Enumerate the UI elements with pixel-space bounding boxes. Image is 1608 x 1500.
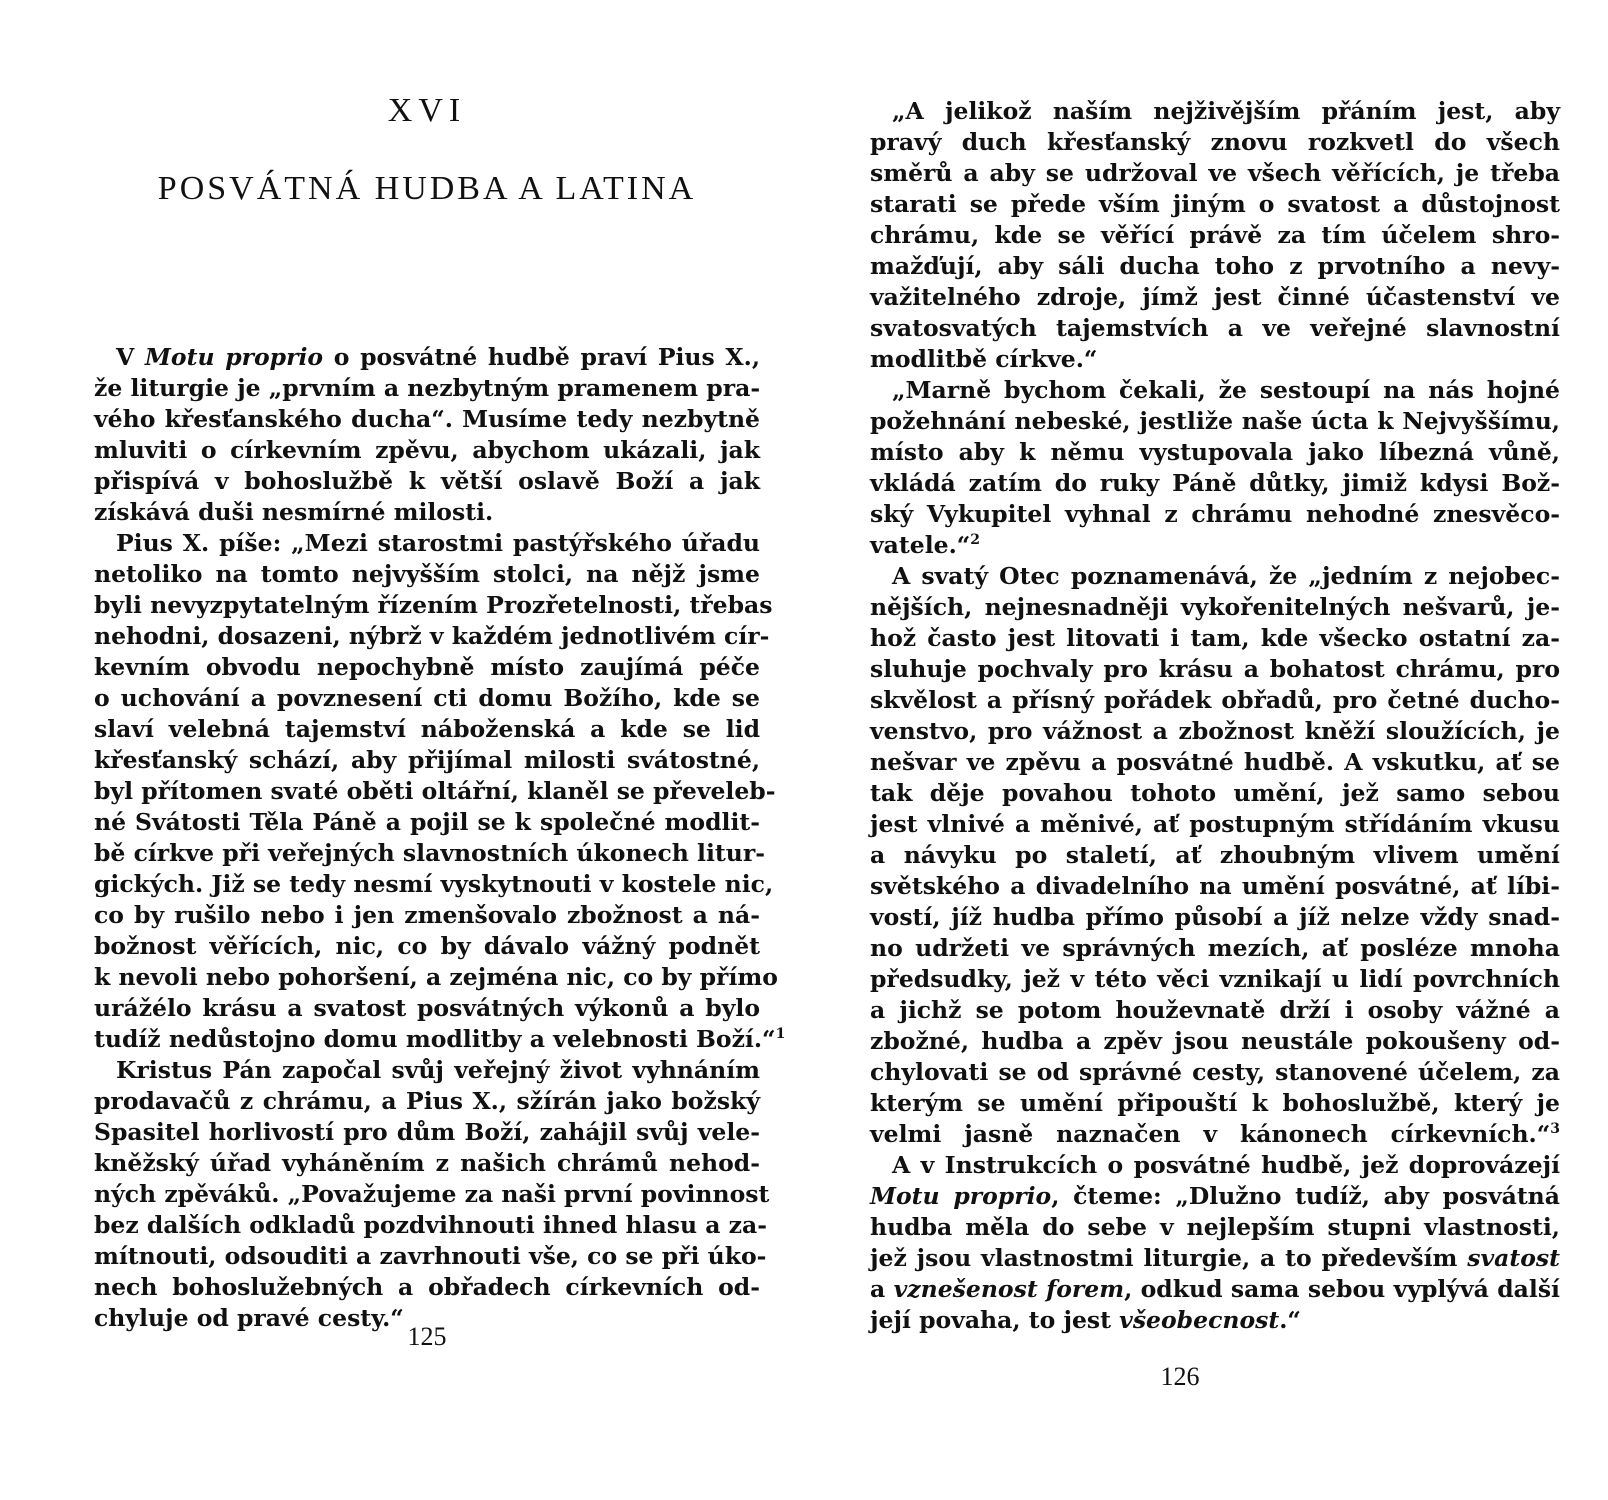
- italic-text-segment: Motu proprio: [870, 1182, 1052, 1210]
- text-line: [94, 714, 760, 745]
- text-line: [870, 778, 1560, 809]
- text-segment: A svatý Otec poznamenává, že „jedním z nejobec-: [892, 562, 1560, 590]
- text-line: [870, 251, 1560, 282]
- text-segment: k nevoli nebo pohoršení, a zejména nic, co by přímo: [94, 963, 778, 991]
- text-segment: a návyku po staletí, ať zhoubným vlivem umění: [870, 841, 1560, 869]
- text-segment: bez dalších odkladů pozdvihnouti ihned hlasu a za-: [94, 1211, 767, 1239]
- footnote-marker: 2: [970, 532, 981, 549]
- text-segment: tak děje povahou tohoto umění, jež samo sebou: [870, 779, 1560, 807]
- text-segment: světského a divadelního na umění posvátné, ať líbi-: [870, 872, 1560, 900]
- text-line: [870, 871, 1560, 902]
- text-line: [94, 1148, 760, 1179]
- text-segment: skvělost a přísný pořádek obřadů, pro četné ducho-: [870, 686, 1560, 714]
- chapter-number: XVI: [387, 92, 467, 129]
- italic-text-segment: vznešenost forem: [893, 1275, 1125, 1303]
- page-number-right: 126: [1160, 1362, 1200, 1391]
- text-line: [870, 499, 1560, 530]
- text-segment: o uchování a povznesení cti domu Božího, kde se: [94, 684, 760, 712]
- text-line: [870, 716, 1560, 747]
- text-line: [870, 406, 1560, 437]
- text-segment: nějších, nejnesnadněji vykořenitelných nešvarů, je-: [870, 593, 1560, 621]
- text-line: [870, 1057, 1560, 1088]
- text-segment: mluviti o církevním zpěvu, abychom ukázali, jak: [94, 436, 760, 464]
- text-line: [870, 964, 1560, 995]
- text-segment: bě církve při veřejných slavnostních úkonech litur-: [94, 839, 765, 867]
- text-segment: kterým se umění připouští k bohoslužbě, který je: [870, 1089, 1560, 1117]
- text-line: [870, 840, 1560, 871]
- text-segment: získává duši nesmírné milosti.: [94, 498, 494, 526]
- text-line: [94, 869, 774, 900]
- text-segment: prodavačů z chrámu, a Pius X., sžírán jako božský: [94, 1087, 760, 1115]
- text-segment: velmi jasně naznačen v kánonech církevních.“: [870, 1120, 1551, 1148]
- text-line: [94, 1210, 767, 1241]
- text-line: [870, 933, 1560, 964]
- text-segment: předsudky, jež v této věci vznikají u lidí povrchních: [870, 965, 1560, 993]
- text-line: [870, 902, 1560, 933]
- text-line: [870, 809, 1560, 840]
- text-line: [870, 1150, 1560, 1181]
- text-segment: .“: [1279, 1306, 1301, 1334]
- text-segment: gických. Již se tedy nesmí vyskytnouti v kostele nic,: [94, 870, 774, 898]
- text-segment: božnost věřících, nic, co by dávalo vážný podnět: [94, 932, 760, 960]
- text-line: [94, 621, 770, 652]
- text-segment: , čteme: „Dlužno tudíž, aby posvátná: [1051, 1182, 1560, 1210]
- text-line: [870, 158, 1560, 189]
- text-segment: modlitbě církve.“: [870, 345, 1098, 373]
- text-segment: netoliko na tomto nejvyšším stolci, na nějž jsme: [94, 560, 760, 588]
- text-segment: byl přítomen svaté oběti oltářní, klaněl se převeleb-: [94, 777, 776, 805]
- text-segment: A v Instrukcích o posvátné hudbě, jež doprovázejí: [892, 1151, 1560, 1179]
- text-line: [870, 1088, 1560, 1119]
- text-segment: no udržeti ve správných mezích, ať posléze mnoha: [870, 934, 1560, 962]
- text-segment: pravý duch křesťanský znovu rozkvetl do všech: [870, 128, 1560, 156]
- text-line: [870, 747, 1560, 778]
- text-line: [870, 561, 1560, 592]
- text-segment: křesťanský schází, aby přijímal milosti svátostné,: [94, 746, 760, 774]
- text-segment: urážélo krásu a svatost posvátných výkonů a bylo: [94, 994, 760, 1022]
- left-body-text: [94, 342, 786, 1334]
- text-line: [94, 838, 765, 869]
- text-segment: né Svátosti Těla Páně a pojil se k společné modlit-: [94, 808, 760, 836]
- italic-text-segment: svatost: [1467, 1244, 1560, 1272]
- text-line: [94, 652, 760, 683]
- text-line: [870, 995, 1560, 1026]
- text-line: [870, 592, 1560, 623]
- text-line: [870, 375, 1560, 406]
- text-line: [94, 1179, 770, 1210]
- text-segment: mítnouti, odsouditi a zavrhnouti vše, co se při úko-: [94, 1242, 767, 1270]
- text-line: [94, 962, 778, 993]
- text-line: [870, 685, 1560, 716]
- text-segment: „Marně bychom čekali, že sestoupí na nás hojné: [892, 376, 1560, 404]
- text-segment: chrámu, kde se věřící právě za tím účelem shro-: [870, 221, 1560, 249]
- text-segment: hudba měla do sebe v nejlepším stupni vlastnosti,: [870, 1213, 1560, 1241]
- text-segment: Kristus Pán započal svůj veřejný život vyhnáním: [116, 1056, 760, 1084]
- text-line: [94, 1272, 760, 1303]
- text-segment: vkládá zatím do ruky Páně důtky, jimiž kdysi Bož-: [870, 469, 1560, 497]
- text-line: [94, 528, 760, 559]
- footnote-marker: 1: [775, 1026, 786, 1043]
- text-line: [94, 931, 760, 962]
- text-segment: svatosvatých tajemstvích a ve veřejné slavnostní: [870, 314, 1560, 342]
- text-segment: ský Vykupitel vyhnal z chrámu nehodné znesvěco-: [870, 500, 1560, 528]
- italic-text-segment: Motu proprio: [144, 343, 324, 371]
- text-line: [870, 1026, 1560, 1057]
- text-segment: Spasitel horlivostí pro dům Boží, zahájil svůj vele-: [94, 1118, 760, 1146]
- text-segment: co by rušilo nebo i jen zmenšovalo zbožnost a ná-: [94, 901, 760, 929]
- text-segment: přispívá v bohoslužbě k větší oslavě Boží a jak: [94, 467, 760, 495]
- text-segment: hož často jest litovati i tam, kde všecko ostatní za-: [870, 624, 1560, 652]
- text-line: [94, 435, 760, 466]
- text-line: [94, 776, 776, 807]
- text-line: [94, 807, 760, 838]
- text-segment: jest vlnivé a měnivé, ať postupným střídáním vkusu: [870, 810, 1560, 838]
- text-segment: byli nevyzpytatelným řízením Prozřetelnosti, třebas: [94, 591, 773, 619]
- text-segment: její povaha, to jest: [870, 1306, 1120, 1334]
- text-line: [870, 437, 1560, 468]
- right-body-text: [870, 96, 1560, 1336]
- text-segment: kevním obvodu nepochybně místo zaujímá péče: [94, 653, 760, 681]
- text-segment: a: [870, 1275, 894, 1303]
- text-line: [870, 282, 1560, 313]
- text-segment: tudíž nedůstojno domu modlitby a velebnosti Boží.“: [94, 1025, 776, 1053]
- text-line: [94, 373, 760, 404]
- text-line: [94, 342, 760, 373]
- text-line: [94, 745, 760, 776]
- text-line: [94, 404, 760, 435]
- text-line: [870, 1181, 1560, 1212]
- text-segment: že liturgie je „prvním a nezbytným pramenem pra-: [94, 374, 761, 402]
- text-segment: nehodni, dosazeni, nýbrž v každém jednotlivém cír-: [94, 622, 770, 650]
- text-segment: slaví velebná tajemství náboženská a kde se lid: [94, 715, 760, 743]
- text-line: [94, 993, 760, 1024]
- text-line: [870, 468, 1560, 499]
- text-segment: kněžský úřad vyháněním z našich chrámů nehod-: [94, 1149, 760, 1177]
- text-line: [94, 900, 760, 931]
- text-segment: vatele.“: [870, 531, 971, 559]
- text-segment: zbožné, hudba a zpěv jsou neustále pokoušeny od-: [870, 1027, 1560, 1055]
- text-segment: směrů a aby se udržoval ve všech věřících, je třeba: [870, 159, 1560, 187]
- text-segment: venstvo, pro vážnost a zbožnost kněží sloužících, je: [870, 717, 1560, 745]
- text-line: [870, 530, 1560, 561]
- text-segment: Pius X. píše: „Mezi starostmi pastýřského úřadu: [116, 529, 760, 557]
- text-segment: starati se přede vším jiným o svatost a důstojnost: [870, 190, 1560, 218]
- text-line: [94, 1241, 767, 1272]
- text-line: [94, 590, 773, 621]
- text-line: [94, 1024, 786, 1055]
- text-segment: jež jsou vlastnostmi liturgie, a to především: [870, 1244, 1468, 1272]
- text-segment: nešvar ve zpěvu a posvátné hudbě. A vskutku, ať se: [870, 748, 1560, 776]
- text-segment: a jichž se potom houževnatě drží i osoby vážné a: [870, 996, 1560, 1024]
- text-segment: vostí, jíž hudba přímo působí a jíž nelze vždy snad-: [870, 903, 1560, 931]
- text-line: [94, 559, 760, 590]
- text-line: [94, 683, 760, 714]
- text-segment: sluhuje pochvaly pro krásu a bohatost chrámu, pro: [870, 655, 1560, 683]
- text-line: [870, 1305, 1560, 1336]
- chapter-title: POSVÁTNÁ HUDBA A LATINA: [157, 170, 697, 207]
- text-segment: o posvátné hudbě praví Pius X.,: [323, 343, 760, 371]
- text-line: [870, 189, 1560, 220]
- text-segment: nech bohoslužebných a obřadech církevních od-: [94, 1273, 760, 1301]
- text-line: [870, 313, 1560, 344]
- text-segment: chyluje od pravé cesty.“: [94, 1304, 404, 1332]
- text-line: [870, 344, 1560, 375]
- text-segment: chylovati se od správné cesty, stanovené účelem, za: [870, 1058, 1560, 1086]
- text-line: [870, 1119, 1560, 1150]
- text-line: [870, 654, 1560, 685]
- text-segment: „A jelikož naším nejživějším přáním jest, aby: [892, 97, 1560, 125]
- text-line: [94, 1086, 760, 1117]
- text-line: [94, 497, 760, 528]
- text-line: [870, 1274, 1560, 1305]
- text-line: [870, 127, 1560, 158]
- text-segment: , odkud sama sebou vyplývá další: [1124, 1275, 1560, 1303]
- text-line: [870, 96, 1560, 127]
- text-line: [94, 1055, 760, 1086]
- text-segment: ných zpěváků. „Považujeme za naši první povinnost: [94, 1180, 770, 1208]
- text-segment: vého křesťanského ducha“. Musíme tedy nezbytně: [94, 405, 760, 433]
- text-line: [870, 1212, 1560, 1243]
- text-line: [870, 623, 1560, 654]
- text-segment: místo aby k němu vystupovala jako líbezná vůně,: [870, 438, 1560, 466]
- footnote-marker: 3: [1550, 1121, 1560, 1138]
- text-segment: požehnání nebeské, jestliže naše úcta k Nejvyššímu,: [870, 407, 1560, 435]
- text-segment: važitelného zdroje, jímž jest činné účastenství ve: [870, 283, 1560, 311]
- text-line: [870, 220, 1560, 251]
- text-segment: mažďují, aby sáli ducha toho z prvotního a nevy-: [870, 252, 1560, 280]
- text-line: [870, 1243, 1560, 1274]
- italic-text-segment: všeobecnost: [1119, 1306, 1280, 1334]
- text-line: [94, 466, 760, 497]
- page-number-left: 125: [407, 1322, 447, 1351]
- text-line: [94, 1117, 760, 1148]
- text-segment: V: [116, 343, 145, 371]
